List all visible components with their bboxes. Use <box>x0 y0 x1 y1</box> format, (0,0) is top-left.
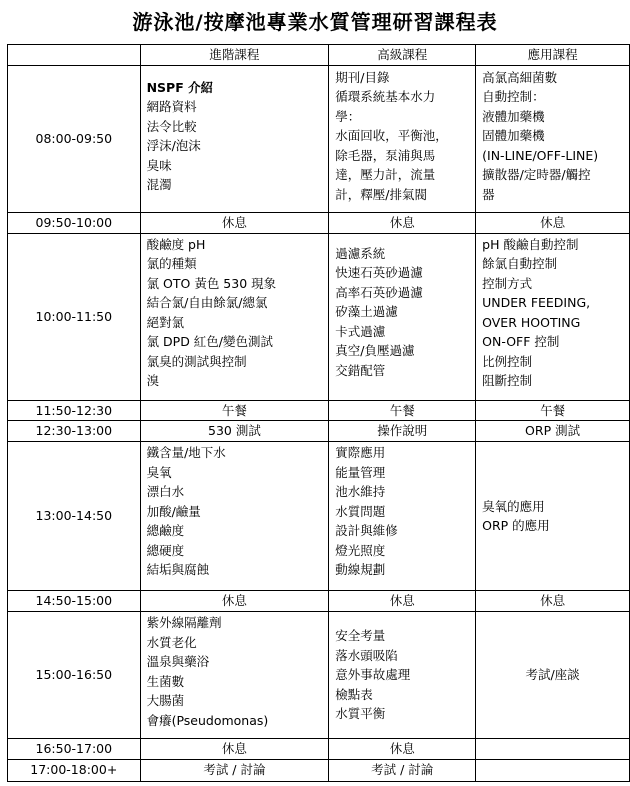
list-item: 餘氯自動控制 <box>482 256 558 271</box>
time-slot: 12:30-13:00 <box>8 421 141 442</box>
time-slot: 11:50-12:30 <box>8 400 141 421</box>
list-item: 阻斷控制 <box>482 373 533 388</box>
header-advanced: 進階課程 <box>140 45 329 66</box>
page-title: 游泳池/按摩池專業水質管理研習課程表 <box>132 10 498 34</box>
list-item: 安全考量 <box>335 628 386 644</box>
table-row <box>8 442 630 591</box>
list-item: 高率石英砂過濾 <box>335 284 423 300</box>
list-item: 臭氧 <box>146 464 172 480</box>
list-item: 學： <box>335 108 361 124</box>
list-item: 總硬度 <box>146 542 185 558</box>
list-item: 動線規劃 <box>335 562 386 577</box>
list-item: 達，壓力計，流量 <box>335 167 436 182</box>
list-item: 卡式過濾 <box>335 323 386 339</box>
break-cell: 休息 <box>476 212 630 233</box>
list-item: 液體加藥機 <box>482 108 545 124</box>
list-item: 臭氧的應用 <box>482 498 545 514</box>
table-row <box>8 65 630 212</box>
list-item: 會癢(Pseudomonas) <box>146 712 269 728</box>
time-slot: 17:00-18:00+ <box>8 759 141 781</box>
table-row <box>8 739 630 760</box>
list-item: 水質問題 <box>335 503 386 519</box>
list-item: 網路資料 <box>146 99 197 114</box>
empty-cell <box>476 739 630 760</box>
list-item: 比例控制 <box>482 353 533 369</box>
list-item: 法令比較 <box>146 118 197 134</box>
list-item: 擴散器/定時器/觸控 <box>482 167 591 182</box>
session-cell: 操作說明 <box>329 421 476 442</box>
break-cell: 休息 <box>329 591 476 612</box>
list-item: 溫泉與藥浴 <box>146 654 210 669</box>
session-cell: 530 測試 <box>140 421 329 442</box>
list-item: 循環系統基本水力 <box>335 89 436 104</box>
time-slot: 09:50-10:00 <box>8 212 141 233</box>
list-item: 生菌數 <box>146 673 185 689</box>
break-cell: 休息 <box>329 212 476 233</box>
list-item: 加酸/鹼量 <box>146 503 201 519</box>
list-item: 鐵含量/地下水 <box>146 445 226 460</box>
list-item: 漂白水 <box>146 484 185 499</box>
list-item: UNDER FEEDING, <box>482 295 591 310</box>
list-item: 氯 DPD 紅色/變色測試 <box>146 334 274 349</box>
list-item: 期刊/目錄 <box>335 69 390 85</box>
list-item: 自動控制： <box>482 89 545 104</box>
list-item: 氯 OTO 黃色 530 現象 <box>146 275 277 291</box>
list-item: 除毛器，泵浦與馬 <box>335 147 436 163</box>
senior-topics-cell <box>329 442 476 591</box>
advanced-topics-cell <box>140 233 329 400</box>
lunch-cell: 午餐 <box>476 400 630 421</box>
list-item: 總鹼度 <box>146 523 185 538</box>
break-cell: 休息 <box>140 739 329 760</box>
list-item: 結垢與腐蝕 <box>146 562 210 577</box>
list-item: 池水維持 <box>335 484 386 499</box>
list-item: 氯的種類 <box>146 256 197 271</box>
list-item: 浮沫/泡沫 <box>146 138 201 153</box>
list-item: 結合氯/自由餘氯/總氯 <box>146 295 268 310</box>
list-item: 混濁 <box>146 177 172 192</box>
list-item: 快速石英砂過濾 <box>335 265 423 280</box>
time-slot: 13:00-14:50 <box>8 442 141 591</box>
list-item: pH 酸鹼自動控制 <box>482 236 579 252</box>
advanced-topics-cell <box>140 442 329 591</box>
table-row <box>8 759 630 781</box>
list-item: OVER HOOTING <box>482 314 581 330</box>
list-item: 絕對氯 <box>146 314 185 330</box>
header-row <box>8 45 630 66</box>
list-item: 矽藻土過濾 <box>335 304 398 319</box>
header-senior: 高級課程 <box>329 45 476 66</box>
time-slot: 14:50-15:00 <box>8 591 141 612</box>
time-slot: 10:00-11:50 <box>8 233 141 400</box>
exam-cell: 考試 / 討論 <box>140 759 329 781</box>
list-item: NSPF 介紹 <box>146 79 214 95</box>
list-item: 水質老化 <box>146 634 197 650</box>
time-slot: 08:00-09:50 <box>8 65 141 212</box>
list-item: ON-OFF 控制 <box>482 334 560 349</box>
lunch-cell: 午餐 <box>329 400 476 421</box>
break-cell: 休息 <box>329 739 476 760</box>
advanced-topics-cell <box>140 612 329 739</box>
exam-cell: 考試/座談 <box>476 612 630 739</box>
senior-topics-cell <box>329 612 476 739</box>
list-item: ORP 的應用 <box>482 518 550 533</box>
list-item: 燈光照度 <box>335 542 386 558</box>
break-cell: 休息 <box>140 212 329 233</box>
list-item: 能量管理 <box>335 464 386 480</box>
list-item: 過濾系統 <box>335 245 386 261</box>
list-item: 臭味 <box>146 157 172 173</box>
list-item: (IN-LINE/OFF-LINE) <box>482 147 599 163</box>
table-row <box>8 400 630 421</box>
applied-topics-cell <box>476 65 630 212</box>
senior-topics-cell <box>329 233 476 400</box>
applied-topics-cell <box>476 442 630 591</box>
list-item: 實際應用 <box>335 445 386 460</box>
break-cell: 休息 <box>476 591 630 612</box>
header-applied: 應用課程 <box>476 45 630 66</box>
list-item: 交錯配管 <box>335 362 386 378</box>
time-slot: 15:00-16:50 <box>8 612 141 739</box>
list-item: 落水頭吸陷 <box>335 647 398 663</box>
break-cell: 休息 <box>140 591 329 612</box>
list-item: 高氯高細菌數 <box>482 69 558 85</box>
list-item: 控制方式 <box>482 275 533 291</box>
header-time-cell <box>8 45 141 66</box>
list-item: 大腸菌 <box>146 693 185 708</box>
table-row <box>8 233 630 400</box>
list-item: 計，釋壓/排氣閥 <box>335 186 427 202</box>
applied-topics-cell <box>476 233 630 400</box>
list-item: 固體加藥機 <box>482 128 545 143</box>
list-item: 水面回收，平衡池， <box>335 128 448 143</box>
list-item: 氯臭的測試與控制 <box>146 353 247 369</box>
list-item: 檢點表 <box>335 686 373 702</box>
table-row <box>8 421 630 442</box>
lunch-cell: 午餐 <box>140 400 329 421</box>
list-item: 意外事故處理 <box>335 667 411 683</box>
advanced-topics-cell <box>140 65 329 212</box>
table-row <box>8 612 630 739</box>
senior-topics-cell <box>329 65 476 212</box>
schedule-table <box>7 44 630 782</box>
list-item: 紫外線隔離劑 <box>146 615 222 630</box>
list-item: 器 <box>482 186 495 202</box>
empty-cell <box>476 759 630 781</box>
table-row <box>8 591 630 612</box>
table-row <box>8 212 630 233</box>
list-item: 真空/負壓過濾 <box>335 343 415 358</box>
list-item: 設計與維修 <box>335 523 398 538</box>
time-slot: 16:50-17:00 <box>8 739 141 760</box>
exam-cell: 考試 / 討論 <box>329 759 476 781</box>
list-item: 酸鹼度 pH <box>146 236 206 252</box>
session-cell: ORP 測試 <box>476 421 630 442</box>
list-item: 水質平衡 <box>335 706 386 722</box>
list-item: 溴 <box>146 373 160 388</box>
